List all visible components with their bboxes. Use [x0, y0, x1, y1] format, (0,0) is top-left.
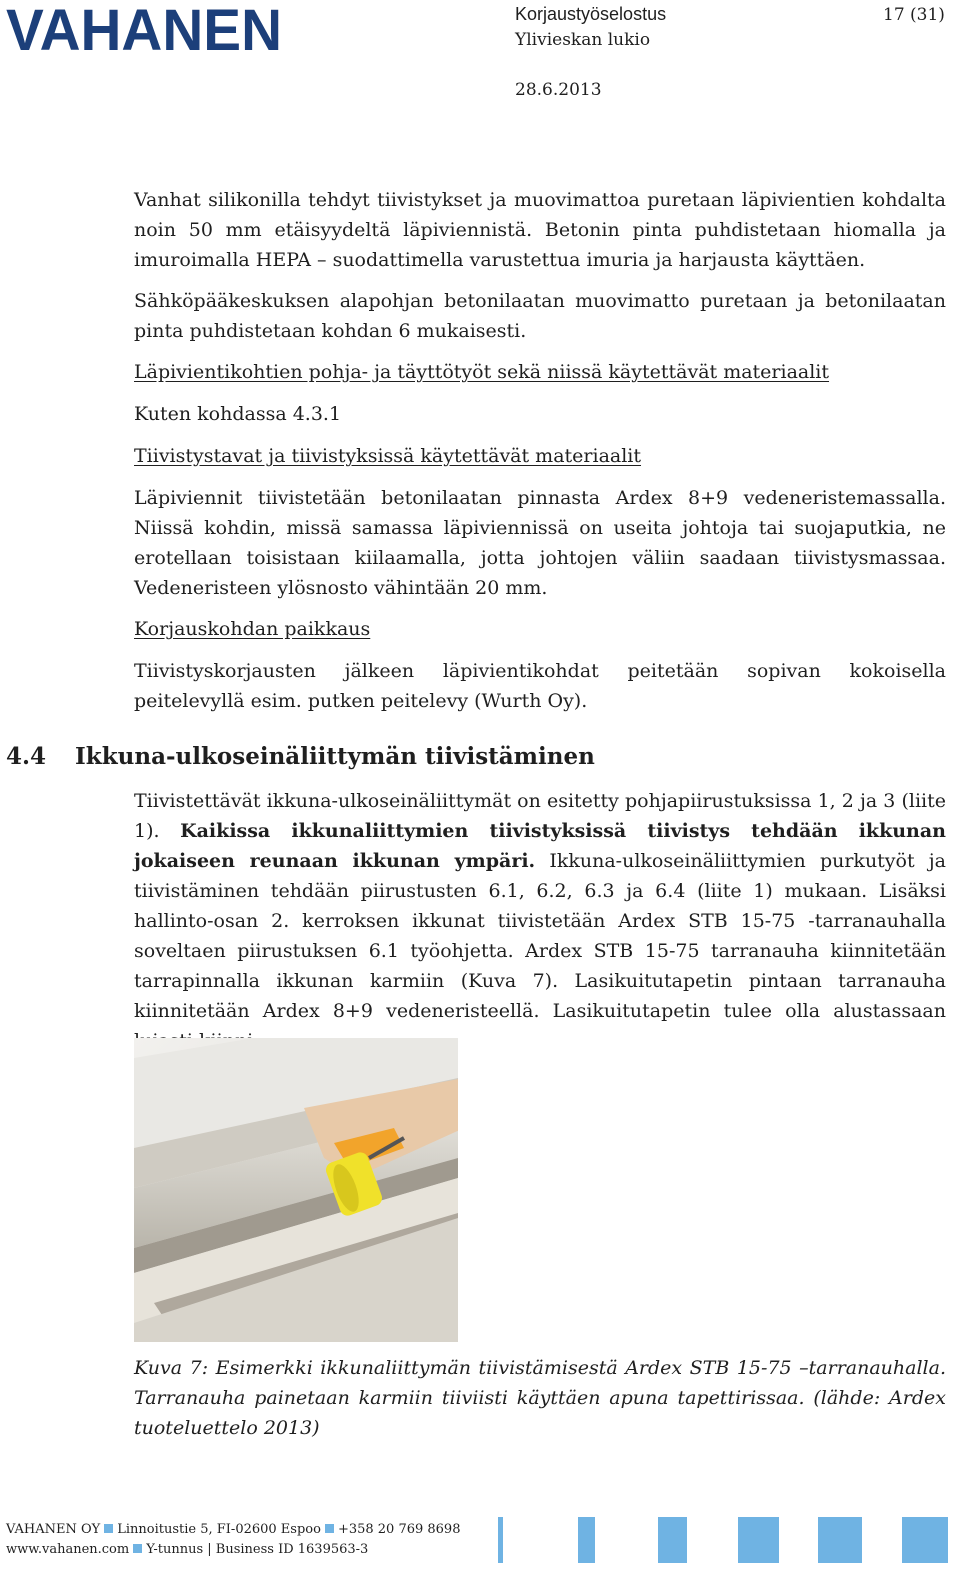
- document-title: Korjaustyöselostus: [515, 4, 667, 24]
- footer-web: www.vahanen.com: [6, 1542, 130, 1557]
- bullet-square-icon: [325, 1524, 334, 1533]
- vahanen-logo: [6, 0, 286, 58]
- footer-address: Linnoitustie 5, FI-02600 Espoo: [117, 1522, 321, 1537]
- section-number: 4.4: [6, 743, 47, 770]
- paragraph-sealing: Läpiviennit tiivistetään betonilaatan pinnasta Ardex 8+9 vedeneristemassalla. Niissä kohdin, missä samassa läpiviennissä on useita johtoja tai suojaputkia, ne erotellaan toisistaan kiilaamalla, jotta johtojen väliin saadaan tiivistysmassaa. Vedeneristeen ylösnosto vähintään 20 mm.: [134, 487, 946, 599]
- paragraph-window-sealing-emphasis: Kaikissa ikkunaliittymien tiivistyksissä tiivistys tehdään ikkunan jokaiseen reunaan ikkunan ympäri.: [134, 820, 946, 872]
- logo-text: VAHANEN: [6, 0, 282, 58]
- subheading-patching: Korjauskohdan paikkaus: [134, 618, 371, 640]
- figure-photo-window-sealing: [134, 1038, 458, 1342]
- project-name: Ylivieskan lukio: [515, 30, 651, 50]
- document-date: 28.6.2013: [515, 80, 602, 100]
- footer-phone: +358 20 769 8698: [337, 1522, 461, 1537]
- footer-line-2: [6, 1542, 368, 1557]
- page-number: 17 (31): [883, 5, 945, 25]
- footer-company: VAHANEN OY: [6, 1522, 101, 1537]
- paragraph-window-sealing-intro: Tiivistettävät ikkuna-ulkoseinäliittymät on esitetty pohjapiirustuksissa 1, 2 ja 3 (liite 1).: [134, 790, 946, 842]
- subheading-sealing-methods: Tiivistystavat ja tiivistyksissä käytettävät materiaalit: [134, 445, 642, 467]
- paragraph-main-switchboard: Sähköpääkeskuksen alapohjan betonilaatan muovimatto puretaan ja betonilaatan pinta puhdistetaan kohdan 6 mukaisesti.: [134, 290, 946, 342]
- figure-caption: Kuva 7: Esimerkki ikkunaliittymän tiivistämisestä Ardex STB 15-75 –tarranauhalla. Tarranauha painetaan karmiin tiiviisti käyttäen apuna tapettirissaa. (lähde: Ardex tuoteluettelo 2013): [134, 1357, 946, 1439]
- paragraph-patching: Tiivistyskorjausten jälkeen läpivientikohdat peitetään sopivan kokoisella peitelevyllä esim. putken peitelevy (Wurth Oy).: [134, 660, 946, 712]
- paragraph-reference: Kuten kohdassa 4.3.1: [134, 403, 342, 425]
- footer-decorative-stripes: [498, 1517, 950, 1563]
- paragraph-removal: Vanhat silikonilla tehdyt tiivistykset ja muovimattoa puretaan läpivientien kohdalta noin 50 mm etäisyydeltä läpiviennistä. Betonin pinta puhdistetaan hiomalla ja imuroimalla HEPA – suodattimella varustettua imuria ja harjausta käyttäen.: [134, 189, 946, 271]
- footer-line-1: [6, 1522, 460, 1537]
- paragraph-window-sealing: [134, 786, 946, 1056]
- section-title: Ikkuna-ulkoseinäliittymän tiivistäminen: [75, 743, 595, 770]
- bullet-square-icon: [133, 1544, 142, 1553]
- bullet-square-icon: [104, 1524, 113, 1533]
- footer-business-id: Y-tunnus | Business ID 1639563-3: [146, 1542, 369, 1557]
- paragraph-window-sealing-rest: Ikkuna-ulkoseinäliittymien purkutyöt ja tiivistäminen tehdään piirustusten 6.1, 6.2, 6.3 ja 6.4 (liite 1) mukaan. Lisäksi hallinto-osan 2. kerroksen ikkunat tiivistetään Ardex STB 15-75 -tarranauhalla soveltaen piirustuksen 6.1 työohjetta. Ardex STB 15-75 tarranauha kiinnitetään tarrapinnalla ikkunan karmiin (Kuva 7). Lasikuitutapetin pintaan tarranauha kiinnitetään Ardex 8+9 vedeneristeellä. Lasikuitutapetin tulee olla alustassaan: [134, 850, 946, 1022]
- subheading-base-and-fill: Läpivientikohtien pohja- ja täyttötyöt sekä niissä käytettävät materiaalit: [134, 361, 830, 383]
